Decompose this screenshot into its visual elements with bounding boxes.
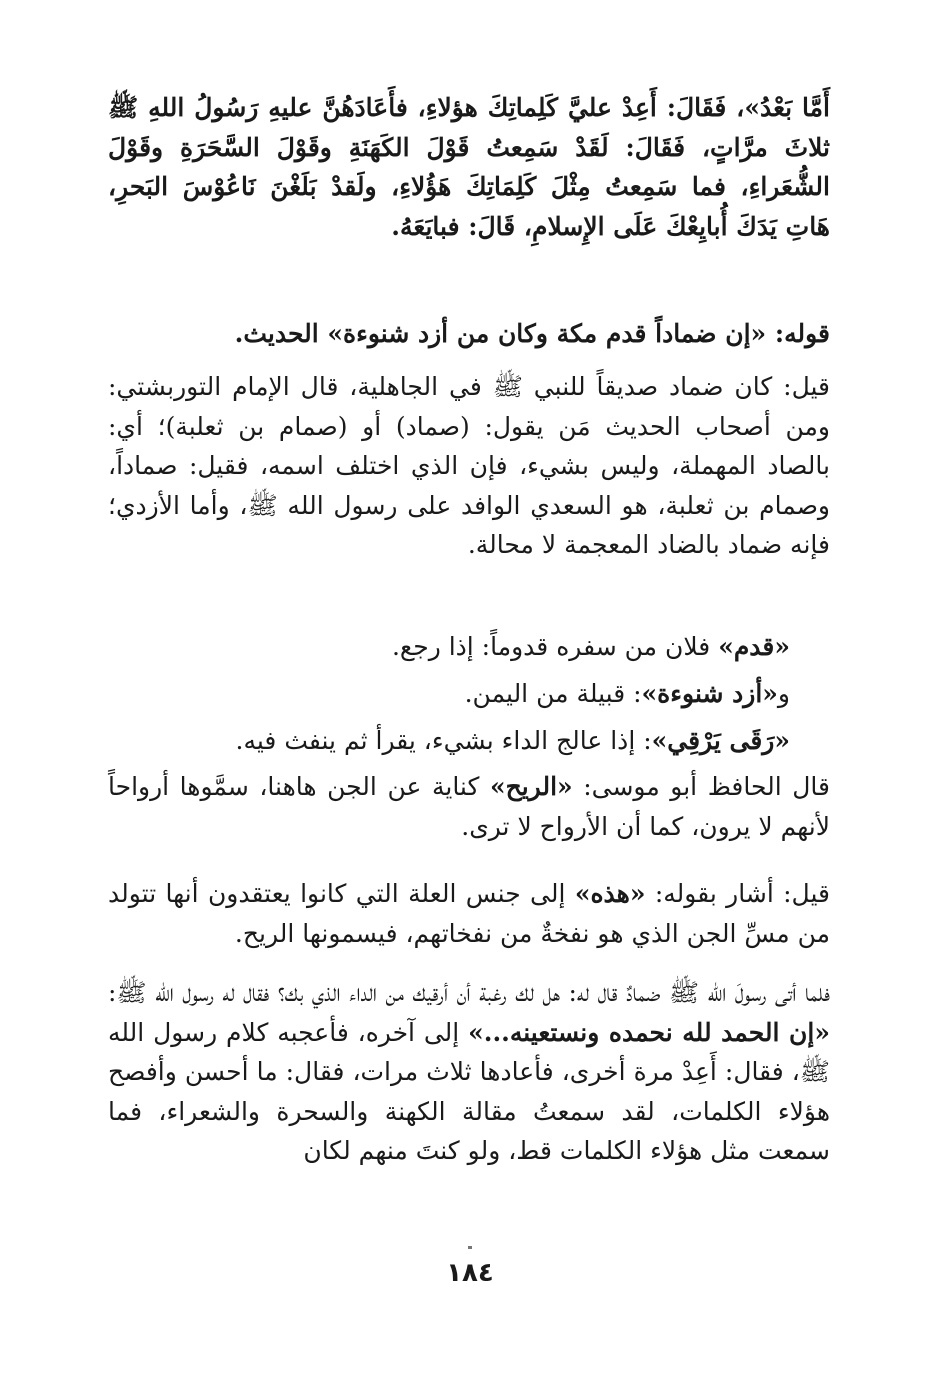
commentary-paragraph-story bbox=[108, 973, 830, 1171]
definition-raqa-yarqi-text: : إذا عالج الداء بشيء، يقرأ ثم ينفث فيه. bbox=[235, 726, 652, 755]
term-inna-alhamd: «إن الحمد لله نحمده ونستعينه...» bbox=[468, 1017, 830, 1047]
commentary-paragraph-dimad: قيل: كان ضماد صديقاً للنبي ﷺ في الجاهلية، قال الإمام التوربشتي: ومن أصحاب الحديث مَن يقول: (صماد) أو (صمام بن ثعلبة)؛ أي: بالصاد المهملة، وليس بشيء، فإن الذي اختلف اسمه، فقيل: صماداً، وصمام بن ثعلبة، هو السعدي الوافد على رسول الله ﷺ، وأما الأزدي؛ فإنه ضماد بالضاد المعجمة لا محالة. bbox=[108, 372, 830, 559]
p4-intro: قال الحافظ أبو موسى: bbox=[572, 772, 830, 801]
hadith-text-paragraph: أَمَّا بَعْدُ»، فَقَالَ: أَعِدْ عليَّ كَلِماتِكَ هؤلاءِ، فأَعَادَهُنَّ عليهِ رَسُولُ اللهِ ﷺ ثلاثَ مرَّاتٍ، فَقَالَ: لَقَدْ سَمِعتُ قَوْلَ الكَهَنَةِ وقَوْلَ السَّحَرَةِ وقَوْلَ الشُّعَراءِ، فما سَمِعتُ مِثْلَ كَلِمَاتِكَ هَؤُلاءِ، ولَقدْ بَلَغْنَ نَاعُوْسَ البَحرِ، هَاتِ يَدَكَ أُبايِعْكَ عَلَى الإِسلامِ، قَالَ: فبايَعَهُ. bbox=[108, 93, 830, 241]
term-hadhihi: «هذه» bbox=[574, 879, 646, 908]
definition-qadima bbox=[108, 627, 830, 667]
p4-body: كناية عن الجن هاهنا، سمَّوها أرواحاً لأنهم لا يرون، كما أن الأرواح لا ترى. bbox=[108, 772, 830, 841]
commentary-heading: قوله: «إن ضماداً قدم مكة وكان من أزد شنوءة» الحديث. bbox=[234, 319, 830, 348]
definition-qadima-text: فلان من سفره قدوماً: إذا رجع. bbox=[391, 632, 719, 661]
p5-body: إلى جنس العلة التي كانوا يعتقدون أنها تتولد من مسِّ الجن الذي هو نفخةٌ من نفخاتهم، فيسمونها الريح. bbox=[108, 879, 830, 948]
definition-azd-shanua-text: : قبيلة من اليمن. bbox=[464, 679, 642, 708]
page-number-divider bbox=[468, 1246, 472, 1249]
term-raqa-yarqi: «رَقَى يَرْقِي» bbox=[651, 726, 790, 755]
page-number: ١٨٤ bbox=[446, 1258, 494, 1288]
p6-intro: فلما أتى رسولَ الله ﷺ ضمادٌ قال له: هل لك رغبة أن أرقيك من الداء الذي بك؟ فقال له رسول الله ﷺ: bbox=[108, 978, 830, 1007]
commentary-paragraph-rih bbox=[108, 767, 830, 846]
p5-intro: قيل: أشار بقوله: bbox=[645, 879, 830, 908]
definition-raqa-yarqi bbox=[108, 721, 830, 761]
p6-body: إلى آخره، فأعجبه كلام رسول الله ﷺ، فقال: أَعِدْ مرة أخرى، فأعادها ثلاث مرات، فقال: ما أحسن وأفصح هؤلاء الكلمات، لقد سمعتُ مقالة الكهنة والسحرة والشعراء، فما سمعت مثل هؤلاء الكلمات قط، ولو كنتَ منهم لكان bbox=[108, 1017, 831, 1165]
term-rih: «الريح» bbox=[489, 772, 573, 801]
term-azd-shanua: «أزد شنوءة» bbox=[641, 679, 778, 708]
definition-azd-shanua bbox=[108, 674, 830, 714]
definition-prefix: و bbox=[777, 679, 790, 708]
term-qadima: «قدم» bbox=[718, 632, 790, 661]
commentary-paragraph-hadhihi bbox=[108, 874, 830, 953]
